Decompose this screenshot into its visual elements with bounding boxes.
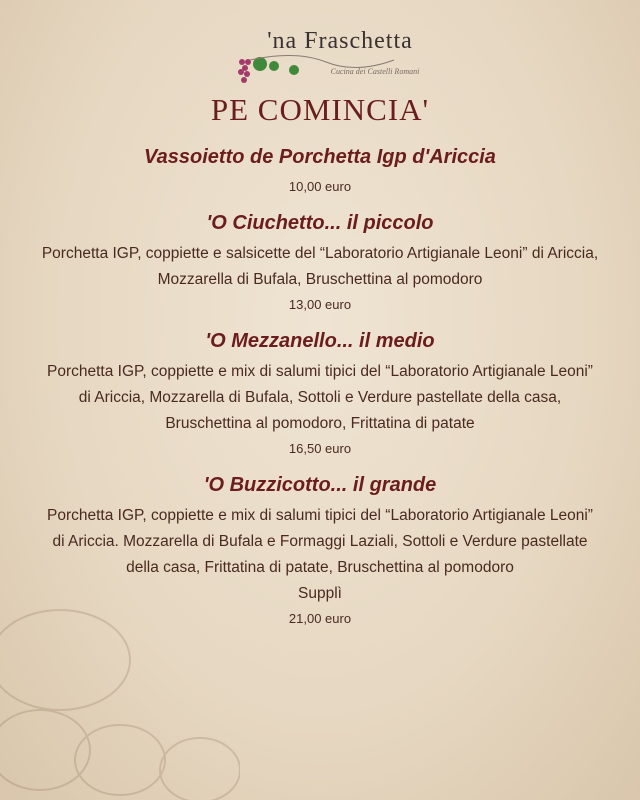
item-name: 'O Mezzanello... il medio xyxy=(205,330,435,352)
item-price: 21,00 euro xyxy=(288,611,352,626)
brand-tagline: Cucina dei Castelli Romani xyxy=(330,67,420,76)
grapevine-icon xyxy=(236,50,396,90)
item-name: Vassoietto de Porchetta Igp d'Ariccia xyxy=(144,146,496,168)
menu-item xyxy=(40,146,600,199)
item-description: Porchetta IGP, coppiette e salsicette del “Laboratorio Artigianale Leoni” di Ariccia, Mozzarella di Bufala, Bruschettina al pomodoro xyxy=(41,245,599,288)
menu-item xyxy=(40,474,600,631)
item-name: 'O Buzzicotto... il grande xyxy=(203,474,437,496)
item-price: 10,00 euro xyxy=(288,179,352,194)
brand-name: 'na Fraschetta xyxy=(267,28,413,54)
item-extra: Supplì xyxy=(298,585,342,602)
item-price: 16,50 euro xyxy=(288,441,352,456)
page-title: PE COMINCIA' xyxy=(210,92,430,127)
item-description: Porchetta IGP, coppiette e mix di salumi tipici del “Laboratorio Artigianale Leoni” di Ariccia, Mozzarella di Bufala, Sottoli e Verdure pastellate della casa, Bruschettina al pomodoro, Frittatina di patate xyxy=(47,363,593,432)
menu-item xyxy=(40,212,600,317)
menu-list xyxy=(40,146,600,644)
item-name: 'O Ciuchetto... il piccolo xyxy=(206,212,434,234)
item-description: Porchetta IGP, coppiette e mix di salumi tipici del “Laboratorio Artigianale Leoni” di Ariccia. Mozzarella di Bufala e Formaggi Laziali, Sottoli e Verdure pastellate della casa, Frittatina di patate, Bruschettina al pomodoro xyxy=(47,507,593,576)
menu-item xyxy=(40,330,600,461)
item-price: 13,00 euro xyxy=(288,297,352,312)
